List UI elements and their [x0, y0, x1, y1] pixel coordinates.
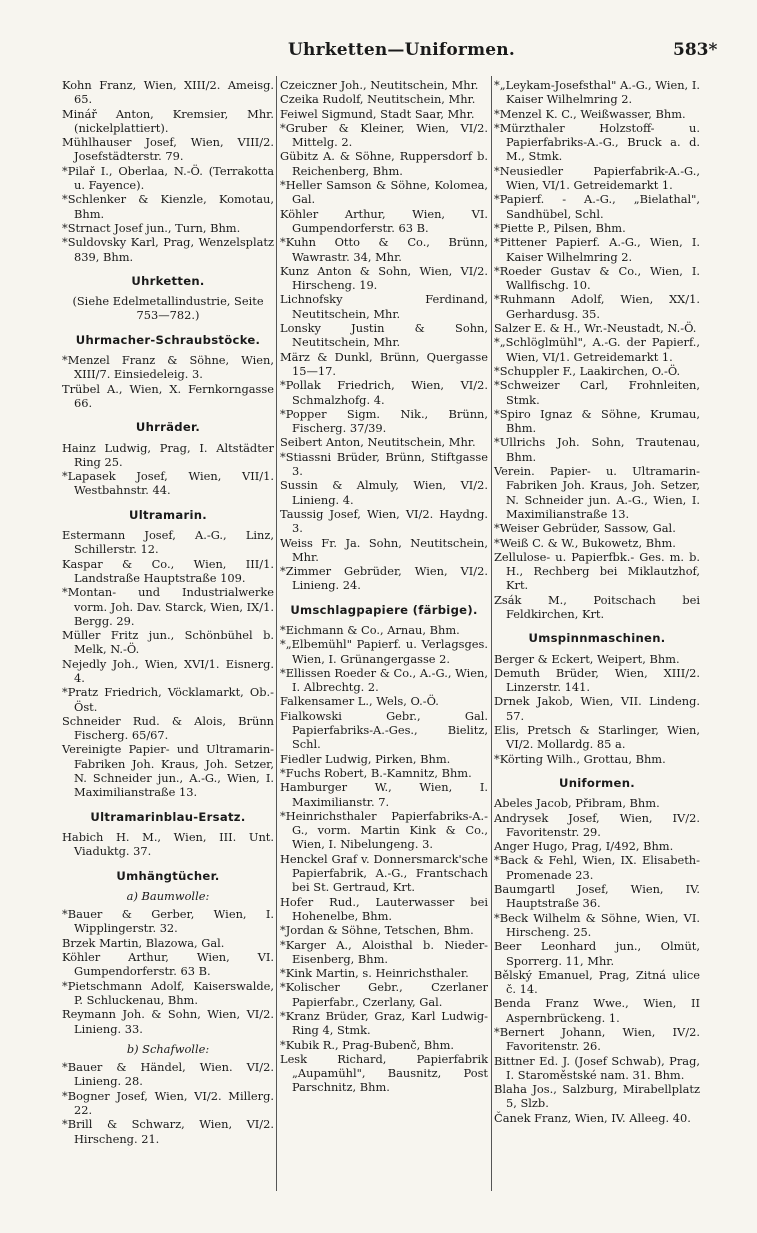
directory-entry: *Menzel Franz & Söhne, Wien, XIII/7. Einsiedeleig. 3.	[62, 353, 274, 382]
directory-entry: *Popper Sigm. Nik., Brünn, Fischerg. 37/39.	[280, 406, 488, 436]
directory-entry: Mühlhauser Josef, Wien, VIII/2. Josefstädterstr. 79.	[62, 135, 274, 164]
directory-entry: Abeles Jacob, Přibram, Bhm.	[494, 796, 660, 811]
section-heading: Ultramarin.	[128, 507, 208, 522]
directory-entry: Müller Fritz jun., Schönbühel b. Melk, N.-Ö.	[62, 628, 274, 657]
directory-entry: *Ullrichs Joh. Sohn, Trautenau, Bhm.	[494, 435, 700, 464]
directory-entry: Gübitz A. & Söhne, Ruppersdorf b. Reichenberg, Bhm.	[280, 149, 488, 178]
directory-entry: *Karger A., Aloisthal b. Nieder-Eisenberg, Bhm.	[280, 937, 488, 966]
directory-entry: Kohn Franz, Wien, XIII/2. Ameisg. 65.	[62, 78, 274, 107]
directory-entry: *Zimmer Gebrüder, Wien, VI/2. Linieng. 24.	[280, 564, 488, 593]
directory-entry: *Schuppler F., Laakirchen, O.-Ö.	[494, 363, 681, 378]
section-heading: Uhrräder.	[135, 420, 201, 435]
directory-entry: Lesk Richard, Papierfabrik „Aupamühl", Bausnitz, Post Parschnitz, Bhm.	[280, 1051, 488, 1095]
directory-entry: Feiwel Sigmund, Stadt Saar, Mhr.	[280, 106, 475, 121]
directory-entry: *Pietschmann Adolf, Kaiserswalde, P. Schluckenau, Bhm.	[62, 978, 274, 1007]
directory-entry: *Bauer & Händel, Wien. VI/2. Linieng. 28.	[62, 1060, 274, 1089]
directory-entry: *Beck Wilhelm & Söhne, Wien, VI. Hirscheng. 25.	[494, 910, 700, 939]
directory-entry: Henckel Graf v. Donnersmarck'sche Papierfabrik, A.-G., Frantschach bei St. Gertraud, Krt.	[280, 851, 488, 895]
directory-entry: *Schweizer Carl, Frohnleiten, Stmk.	[494, 378, 700, 407]
directory-entry: Hamburger W., Wien, I. Maximilianstr. 7.	[280, 780, 488, 809]
directory-entry: Verein. Papier- u. Ultramarin-Fabriken Joh. Kraus, Joh. Setzer, N. Schneider jun. A.-G., Wien, I. Maximilianstraße 13.	[494, 464, 700, 521]
directory-entry: *Menzel K. C., Weißwasser, Bhm.	[494, 106, 686, 121]
directory-entry: Fialkowski Gebr., Gal. Papierfabriks-A.-Ges., Bielitz, Schl.	[280, 708, 488, 752]
directory-entry: *Bogner Josef, Wien, VI/2. Millerg. 22.	[62, 1088, 274, 1117]
column-divider	[491, 76, 492, 1191]
directory-entry: Bittner Ed. J. (Josef Schwab), Prag, I. Staroměstské nam. 31. Bhm.	[494, 1053, 700, 1082]
directory-entry: *Strnact Josef jun., Turn, Bhm.	[62, 220, 241, 235]
directory-entry: *„Leykam-Josefsthal" A.-G., Wien, I. Kaiser Wilhelmring 2.	[494, 78, 700, 107]
directory-entry: *„Elbemühl" Papierf. u. Verlagsges. Wien, I. Grünangergasse 2.	[280, 637, 488, 666]
directory-entry: Lichnofsky Ferdinand, Neutitschein, Mhr.	[280, 292, 488, 321]
column-divider	[276, 76, 277, 1191]
directory-entry: *Kolischer Gebr., Czerlaner Papierfabr., Czerlany, Gal.	[280, 980, 488, 1009]
directory-entry: Beer Leonhard jun., Olmüt, Sporrerg. 11, Mhr.	[494, 939, 700, 968]
directory-entry: Köhler Arthur, Wien, VI. Gumpendorferstr. 63 B.	[62, 950, 274, 979]
page-header	[0, 40, 757, 62]
directory-entry: *Spiro Ignaz & Söhne, Krumau, Bhm.	[494, 406, 700, 436]
directory-entry: Köhler Arthur, Wien, VI. Gumpendorferstr. 63 B.	[280, 206, 488, 235]
directory-entry: *Mürzthaler Holzstoff- u. Papierfabriks-A.-G., Bruck a. d. M., Stmk.	[494, 120, 700, 164]
directory-entry: Reymann Joh. & Sohn, Wien, VI/2. Linieng. 33.	[62, 1007, 274, 1036]
section-heading: Uhrmacher-Schraubstöcke.	[75, 332, 261, 347]
directory-entry: *Pratz Friedrich, Vöcklamarkt, Ob.-Öst.	[62, 685, 274, 714]
directory-entry: *Pilař I., Oberlaa, N.-Ö. (Terrakotta u. Fayence).	[62, 163, 274, 193]
section-heading: Umspinnmaschinen.	[528, 631, 666, 646]
directory-entry: Lonsky Justin & Sohn, Neutitschein, Mhr.	[280, 321, 488, 350]
directory-entry: *Ruhmann Adolf, Wien, XX/1. Gerhardusg. 35.	[494, 292, 700, 321]
directory-entry: *Brill & Schwarz, Wien, VI/2. Hirscheng. 21.	[62, 1117, 274, 1146]
directory-entry: Zellulose- u. Papierfbk.- Ges. m. b. H., Rechberg bei Miklautzhof, Krt.	[494, 549, 700, 593]
directory-entry: Nejedly Joh., Wien, XVI/1. Eisnerg. 4.	[62, 656, 274, 685]
directory-entry: *Kuhn Otto & Co., Brünn, Wawrastr. 34, Mhr.	[280, 235, 488, 264]
directory-entry: *Papierf. - A.-G., „Bielathal", Sandhübel, Schl.	[494, 192, 700, 221]
directory-entry: Fiedler Ludwig, Pirken, Bhm.	[280, 751, 451, 766]
directory-entry: *Weiser Gebrüder, Sassow, Gal.	[494, 521, 676, 536]
directory-entry: *Kranz Brüder, Graz, Karl Ludwig-Ring 4, Stmk.	[280, 1009, 488, 1038]
directory-entry: Baumgartl Josef, Wien, IV. Hauptstraße 36.	[494, 882, 700, 911]
column-right	[494, 78, 700, 1125]
directory-entry: *Fuchs Robert, B.-Kamnitz, Bhm.	[280, 765, 472, 780]
directory-entry: Čanek Franz, Wien, IV. Alleeg. 40.	[494, 1110, 691, 1125]
directory-entry: *Suldovsky Karl, Prag, Wenzelsplatz 839, Bhm.	[62, 235, 274, 264]
column-middle	[280, 78, 488, 1095]
section-heading: Uniformen.	[559, 775, 635, 790]
section-heading: Ultramarinblau-Ersatz.	[90, 809, 246, 824]
directory-entry: Elis, Pretsch & Starlinger, Wien, VI/2. Mollardg. 85 a.	[494, 723, 700, 752]
directory-entry: *Eichmann & Co., Arnau, Bhm.	[280, 622, 460, 637]
directory-entry: *Kubik R., Prag-Bubenč, Bhm.	[280, 1037, 455, 1052]
directory-entry: Anger Hugo, Prag, I/492, Bhm.	[494, 839, 674, 854]
directory-entry: *Körting Wilh., Grottau, Bhm.	[494, 751, 666, 766]
directory-entry: *„Schlöglmühl", A.-G. der Papierf., Wien, VI/1. Getreidemarkt 1.	[494, 335, 700, 364]
directory-entry: Minář Anton, Kremsier, Mhr. (nickelplattiert).	[62, 106, 274, 135]
directory-entry: Czeika Rudolf, Neutitschein, Mhr.	[280, 92, 476, 107]
subsection-heading: b) Schafwolle:	[126, 1041, 210, 1056]
directory-entry: Hofer Rud., Lauterwasser bei Hohenelbe, Bhm.	[280, 894, 488, 923]
directory-entry: Blaha Jos., Salzburg, Mirabellplatz 5, Slzb.	[494, 1082, 700, 1111]
directory-entry: Falkensamer L., Wels, O.-Ö.	[280, 694, 439, 709]
directory-entry: Habich H. M., Wien, III. Unt. Viaduktg. 37.	[62, 829, 274, 859]
directory-entry: Trübel A., Wien, X. Fernkorngasse 66.	[62, 381, 274, 410]
directory-entry: Benda Franz Wwe., Wien, II Aspernbrückeng. 1.	[494, 996, 700, 1025]
directory-entry: Kunz Anton & Sohn, Wien, VI/2. Hirscheng. 19.	[280, 263, 488, 293]
directory-entry: *Heller Samson & Söhne, Kolomea, Gal.	[280, 178, 488, 207]
directory-entry: *Neusiedler Papierfabrik-A.-G., Wien, VI/1. Getreidemarkt 1.	[494, 163, 700, 193]
directory-entry: Zsák M., Poitschach bei Feldkirchen, Krt.	[494, 592, 700, 621]
directory-entry: *Bernert Johann, Wien, IV/2. Favoritenstr. 26.	[494, 1025, 700, 1054]
directory-entry: Taussig Josef, Wien, VI/2. Haydng. 3.	[280, 506, 488, 536]
directory-entry: *Jordan & Söhne, Tetschen, Bhm.	[280, 923, 474, 938]
directory-entry: *Ellissen Roeder & Co., A.-G., Wien, I. Albrechtg. 2.	[280, 665, 488, 695]
section-heading: Umhängtücher.	[116, 868, 220, 883]
directory-entry: *Bauer & Gerber, Wien, I. Wipplingerstr. 32.	[62, 907, 274, 936]
directory-entry: März & Dunkl, Brünn, Quergasse 15—17.	[280, 349, 488, 378]
directory-entry: *Pittener Papierf. A.-G., Wien, I. Kaiser Wilhelmring 2.	[494, 235, 700, 264]
directory-entry: Brzek Martin, Blazowa, Gal.	[62, 935, 225, 950]
directory-entry: Sussin & Almuly, Wien, VI/2. Linieng. 4.	[280, 478, 488, 507]
directory-entry: *Kink Martin, s. Heinrichsthaler.	[280, 966, 469, 981]
directory-entry: Andrysek Josef, Wien, IV/2. Favoritenstr. 29.	[494, 810, 700, 839]
directory-entry: *Roeder Gustav & Co., Wien, I. Wallfischg. 10.	[494, 263, 700, 293]
directory-entry: Seibert Anton, Neutitschein, Mhr.	[280, 435, 476, 450]
directory-entry: Demuth Brüder, Wien, XIII/2. Linzerstr. 141.	[494, 665, 700, 695]
directory-entry: *Lapasek Josef, Wien, VII/1. Westbahnstr. 44.	[62, 469, 274, 498]
directory-entry: Vereinigte Papier- und Ultramarin-Fabriken Joh. Kraus, Joh. Setzer, N. Schneider jun., A.-G., Wien, I. Maximilianstraße 13.	[62, 742, 274, 800]
page-number: 583*	[673, 40, 718, 60]
page-title: Uhrketten—Uniformen.	[288, 40, 515, 60]
directory-entry: Kaspar & Co., Wien, III/1. Landstraße Hauptstraße 109.	[62, 556, 274, 585]
directory-entry: *Heinrichsthaler Papierfabriks-A.-G., vorm. Martin Kink & Co., Wien, I. Nibelungeng. 3.	[280, 808, 488, 852]
column-left	[62, 78, 274, 1146]
directory-entry: Weiss Fr. Ja. Sohn, Neutitschein, Mhr.	[280, 535, 488, 564]
directory-entry: Drnek Jakob, Wien, VII. Lindeng. 57.	[494, 694, 700, 723]
section-heading: Uhrketten.	[131, 273, 205, 288]
directory-entry: Berger & Eckert, Weipert, Bhm.	[494, 651, 680, 666]
directory-entry: *Gruber & Kleiner, Wien, VI/2. Mittelg. 2.	[280, 120, 488, 150]
directory-entry: *Back & Fehl, Wien, IX. Elisabeth-Promenade 23.	[494, 853, 700, 882]
section-heading: Umschlagpapiere (färbige).	[290, 602, 478, 617]
directory-entry: Salzer E. & H., Wr.-Neustadt, N.-Ö.	[494, 321, 697, 336]
directory-entry: Estermann Josef, A.-G., Linz, Schillerstr. 12.	[62, 528, 274, 557]
directory-entry: *Montan- und Industrialwerke vorm. Joh. Dav. Starck, Wien, IX/1. Bergg. 29.	[62, 585, 274, 628]
directory-entry: *Piette P., Pilsen, Bhm.	[494, 220, 626, 235]
directory-entry: *Weiß C. & W., Bukowetz, Bhm.	[494, 535, 676, 550]
cross-reference-note: (Siehe Edelmetallindustrie, Seite 753—782.)	[72, 294, 264, 323]
directory-entry: *Stiassni Brüder, Brünn, Stiftgasse 3.	[280, 449, 488, 479]
directory-entry: *Pollak Friedrich, Wien, VI/2. Schmalzhofg. 4.	[280, 378, 488, 407]
directory-entry: Czeiczner Joh., Neutitschein, Mhr.	[280, 78, 479, 92]
directory-entry: *Schlenker & Kienzle, Komotau, Bhm.	[62, 192, 274, 221]
subsection-heading: a) Baumwolle:	[126, 888, 210, 903]
directory-entry: Schneider Rud. & Alois, Brünn Fischerg. 65/67.	[62, 713, 274, 743]
directory-entry: Bělský Emanuel, Prag, Zitná ulice č. 14.	[494, 967, 700, 997]
directory-entry: Hainz Ludwig, Prag, I. Altstädter Ring 25.	[62, 440, 274, 469]
